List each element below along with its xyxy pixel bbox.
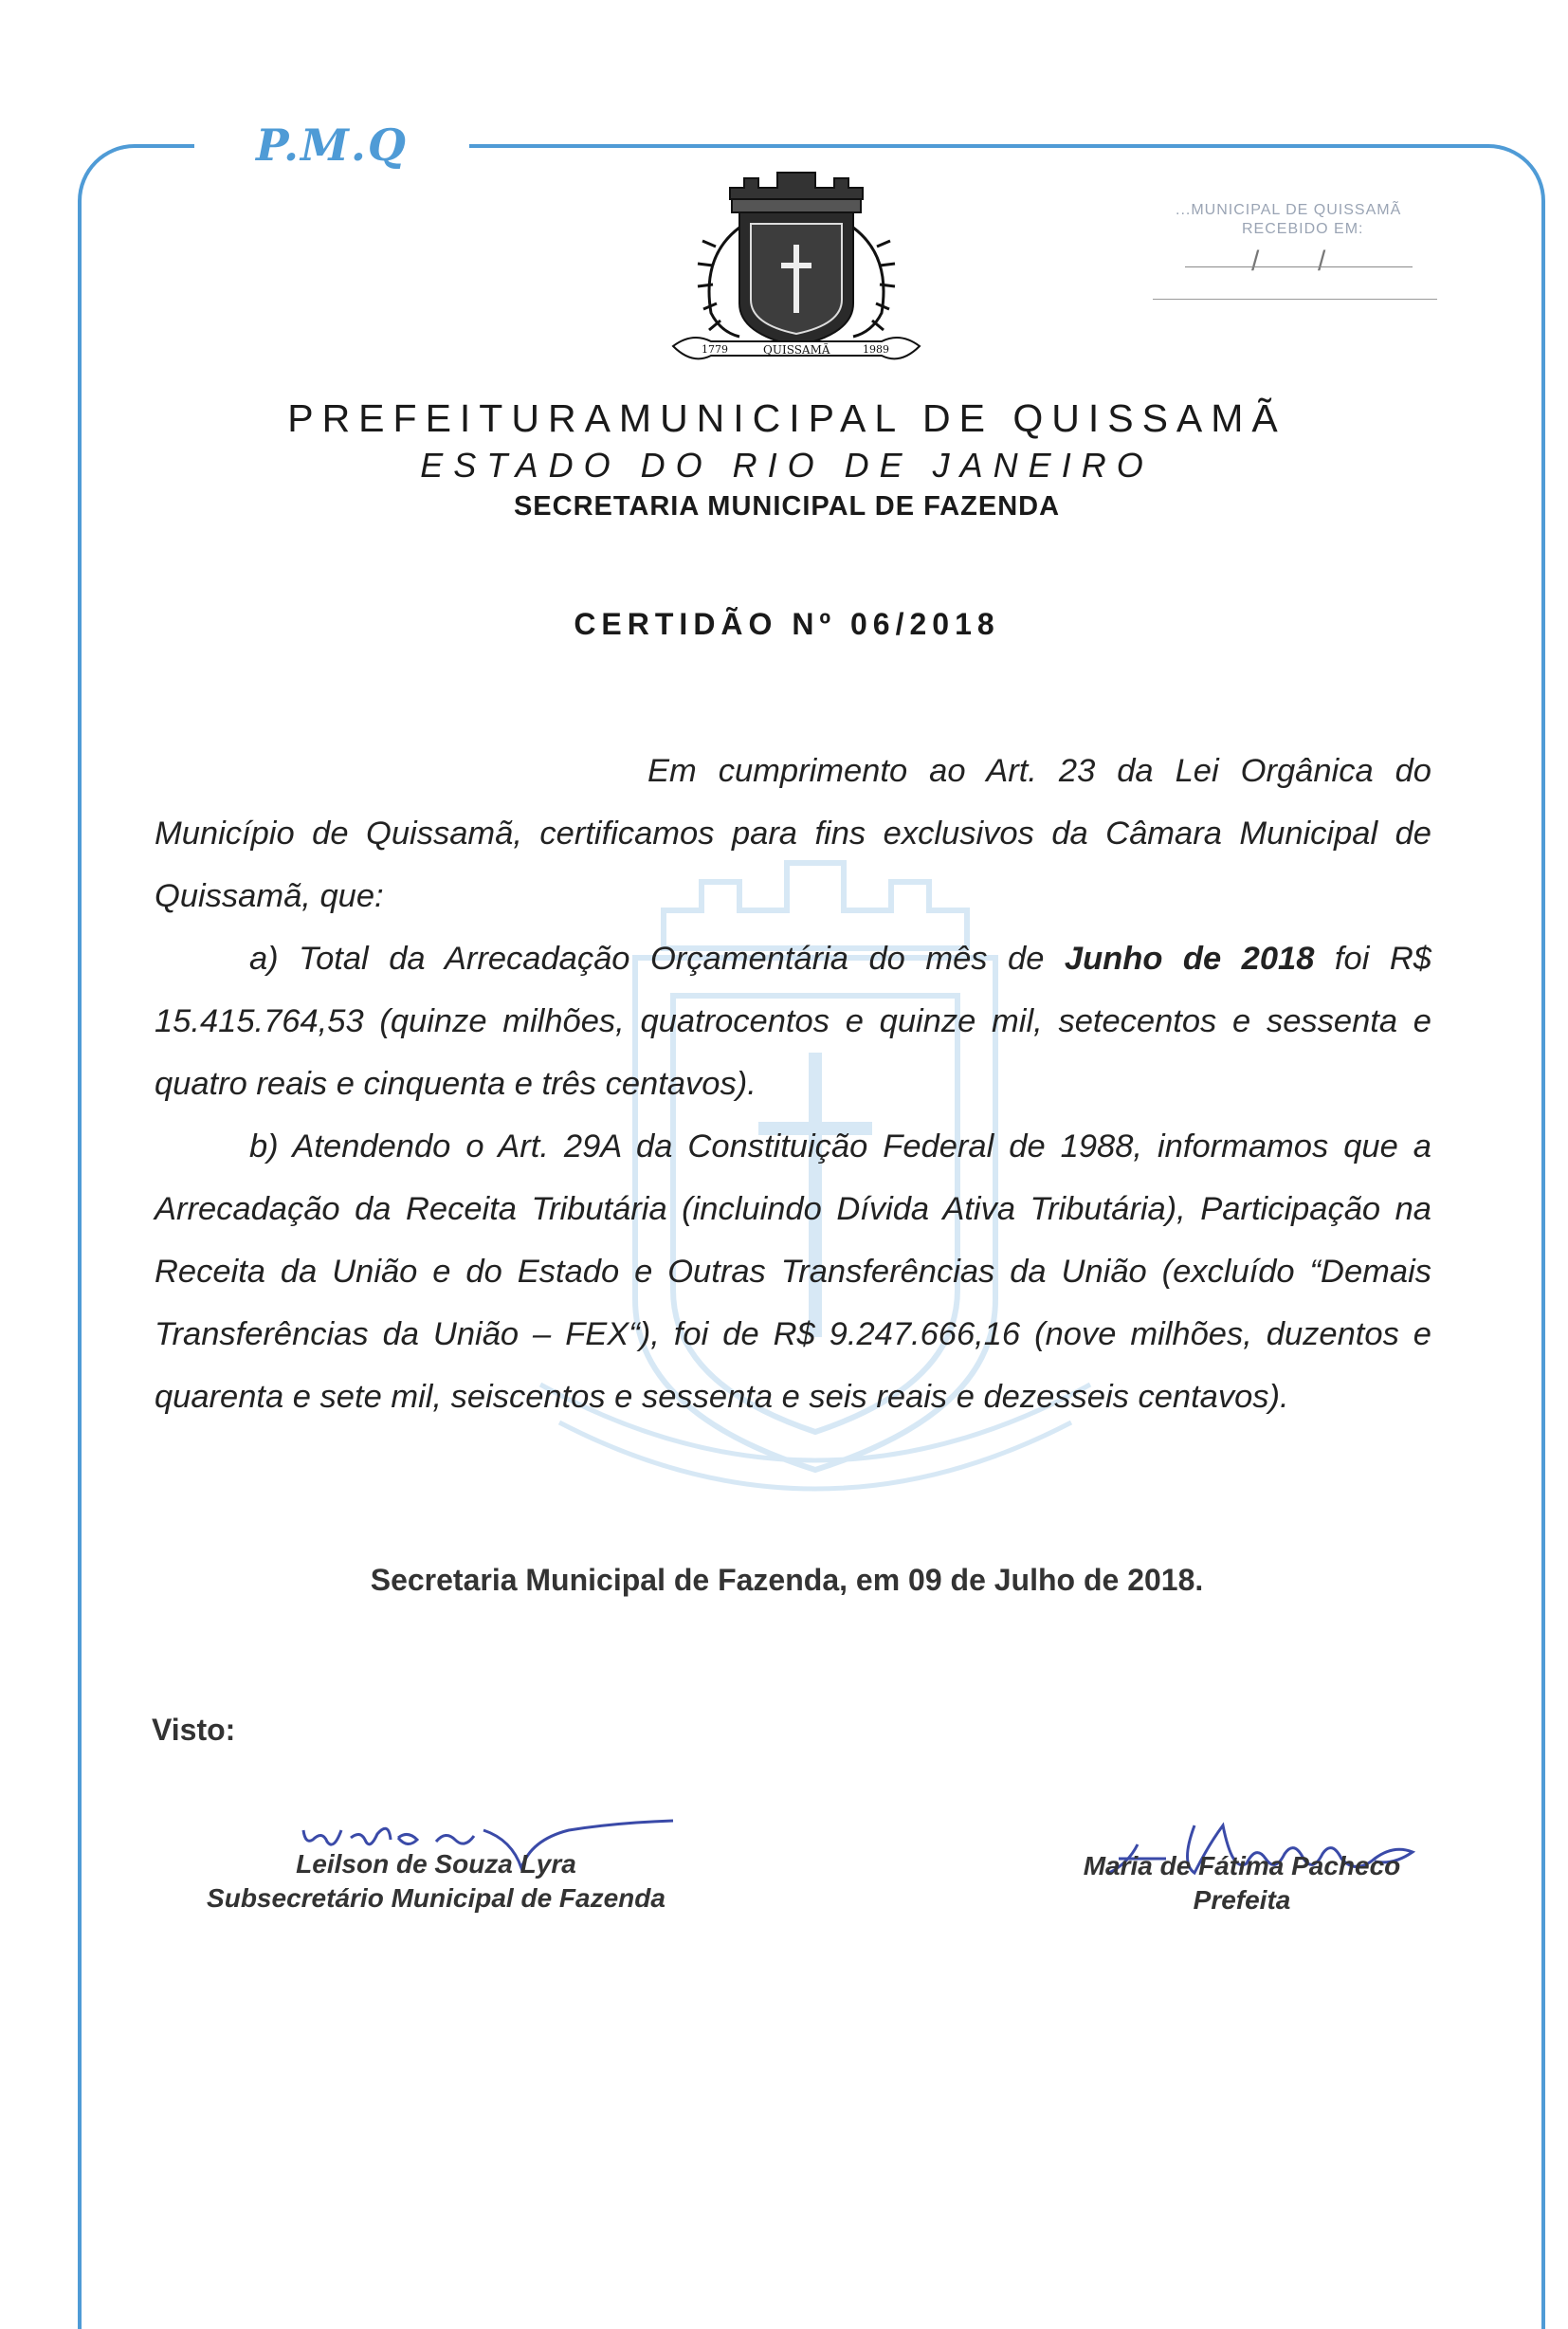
stamp-date-slash: /	[1318, 246, 1326, 277]
document-body	[155, 740, 1431, 1428]
signer-name: Leilson de Souza Lyra	[296, 1849, 576, 1879]
crest-year-right: 1989	[863, 343, 889, 356]
certificate-number: CERTIDÃO Nº 06/2018	[574, 607, 1000, 641]
page-title: PREFEITURAMUNICIPAL DE QUISSAMÃ	[287, 396, 1286, 440]
signature-block-right	[1043, 1849, 1441, 1917]
stamp-line-2: RECEBIDO EM:	[1242, 221, 1364, 237]
closing-date-line: Secretaria Municipal de Fazenda, em 09 de Julho de 2018.	[370, 1563, 1204, 1597]
item-a-month: Junho de 2018	[1064, 941, 1315, 977]
stamp-date-slash: /	[1251, 246, 1260, 277]
visto-label: Visto:	[152, 1713, 236, 1747]
pmq-logo: P.M.Q	[256, 119, 408, 171]
crest-year-left: 1779	[702, 343, 728, 356]
stamp-base-line	[1153, 299, 1437, 300]
signer-role: Prefeita	[1193, 1885, 1291, 1915]
department-heading: SECRETARIA MUNICIPAL DE FAZENDA	[513, 491, 1061, 522]
crest-ribbon-label: QUISSAMÃ	[763, 343, 830, 357]
item-b-paragraph: b) Atendendo o Art. 29A da Constituição Federal de 1988, informamos que a Arrecadação da Receita Tributária (incluindo Dívida Ativa Tributária), Participação na Receita da União e do Estado e Outras Transferências da União (excluído “Demais Transferências da União – FEX“), foi de R$ 9.247.666,16 (nove milhões, duzentos e quarenta e sete mil, seiscentos e sessenta e seis reais e dezesseis centavos).	[155, 1128, 1431, 1415]
item-a-suffix: foi R$ 15.415.764,53 (quinze milhões, quatrocentos e quinze mil, setecentos e sessenta e quatro reais e cinquenta e três centavos).	[155, 941, 1431, 1102]
stamp-date-line	[1185, 266, 1413, 267]
state-subtitle: ESTADO DO RIO DE JANEIRO	[420, 446, 1154, 485]
signer-name: Maria de Fátima Pacheco	[1083, 1851, 1401, 1880]
stamp-line-1: ...MUNICIPAL DE QUISSAMÃ	[1176, 202, 1402, 218]
intro-paragraph: Em cumprimento ao Art. 23 da Lei Orgânica do Município de Quissamã, certificamos para fins exclusivos da Câmara Municipal de Quissamã, que:	[155, 753, 1431, 914]
signature-block-left	[171, 1847, 702, 1916]
municipal-crest-icon	[664, 171, 929, 370]
item-a-paragraph	[155, 927, 1431, 1115]
received-stamp	[1147, 194, 1431, 308]
signer-role: Subsecretário Municipal de Fazenda	[207, 1883, 665, 1913]
item-a-prefix: a) Total da Arrecadação Orçamentária do mês de	[249, 941, 1065, 977]
